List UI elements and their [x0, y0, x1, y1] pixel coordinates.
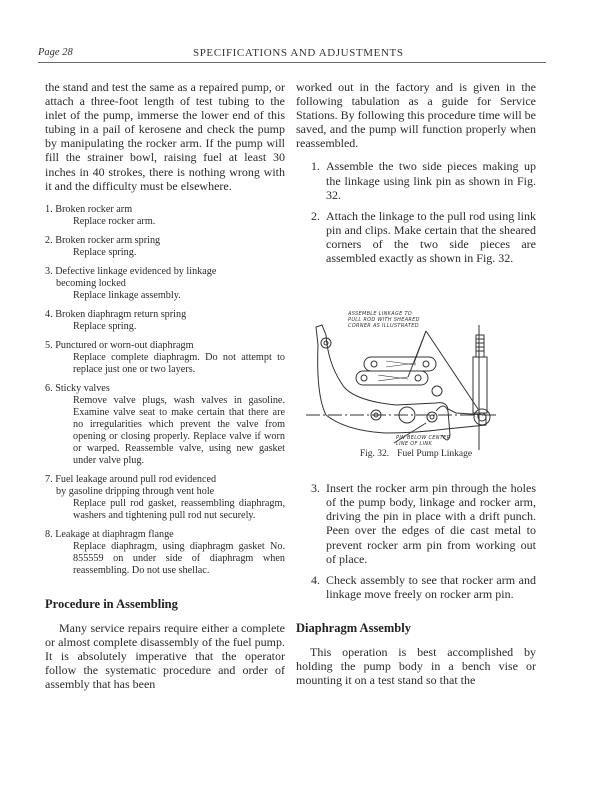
trouble-list: [45, 204, 285, 577]
trouble-remedy: Replace complete diaphragm. Do not attempt to replace just one or two layers.: [73, 351, 285, 375]
trouble-item-5: 5. Punctured or worn-out diaphragm Replace complete diaphragm. Do not attempt to replace just one or two layers.: [45, 339, 285, 375]
procedure-paragraph: Many service repairs require either a complete or almost complete disassembly of the fuel pump. It is absolutely imperative that the operator follow the systematic procedure and order of assembly that has been: [45, 620, 285, 692]
trouble-cause: Sticky valves: [55, 382, 110, 394]
trouble-cause-continued: by gasoline dripping through vent hole: [56, 485, 215, 497]
assembly-steps-continued: [296, 481, 536, 601]
trouble-remedy: Replace pull rod gasket, reassembling diaphragm, washers and tightening pull rod nut securely.: [73, 497, 285, 521]
assembly-step-4: 4. Check assembly to see that rocker arm and linkage move freely on rocker arm pin.: [311, 572, 536, 601]
figure-label: Fig. 32.: [359, 449, 390, 460]
figure-note-top-1: ASSEMBLE LINKAGE TO: [348, 311, 413, 318]
trouble-item-8: 8. Leakage at diaphragm flange Replace diaphragm, using diaphragm gasket No. 855559 on under side of diaphragm when reassembling. Do not use shellac.: [45, 528, 285, 576]
right-column: [296, 80, 536, 687]
trouble-remedy: Replace spring.: [73, 246, 137, 258]
page-header: [38, 44, 546, 63]
figure-note-bottom-1: PIN BELOW CENTER: [396, 435, 451, 442]
figure-note-top-3: CORNER AS ILLUSTRATED: [348, 323, 419, 330]
trouble-item-1: 1. Broken rocker arm Replace rocker arm.: [45, 204, 285, 228]
assembly-steps: [296, 159, 536, 265]
trouble-item-6: 6. Sticky valves Remove valve plugs, wash valves in gasoline. Examine valve seat to make certain that there are no irregularities which prevent the valve from opening or closing properly. Replace valve if worn or warped. Reassemble valve, using new gasket under valve plug.: [45, 382, 285, 466]
trouble-item-7: 7. Fuel leakage around pull rod evidenced by gasoline dripping through vent hole Replace pull rod gasket, reassembling diaphragm, washers and tightening pull rod nut securely.: [45, 473, 285, 521]
trouble-remedy: Replace linkage assembly.: [73, 289, 181, 301]
figure-caption-text: Fuel Pump Linkage: [397, 449, 473, 460]
fuel-pump-linkage-figure: [296, 305, 536, 455]
intro-paragraph: the stand and test the same as a repaired pump, or attach a three-foot length of test tubing to the inlet of the pump, immerse the lower end of this tubing in a pail of kerosene and check the pump by manipulating the rocker arm. If the pump will fill the strainer bowl, raising fuel at least 30 inches in 40 strokes, there is nothing wrong with it and the difficulty must be elsewhere.: [45, 80, 285, 193]
trouble-item-4: 4. Broken diaphragm return spring Replace spring.: [45, 309, 285, 333]
linkage-diagram-icon: [296, 305, 536, 455]
trouble-cause: Punctured or worn-out diaphragm: [55, 339, 194, 351]
diaphragm-heading: Diaphragm Assembly: [296, 620, 411, 635]
running-title: SPECIFICATIONS AND ADJUSTMENTS: [193, 47, 404, 59]
trouble-remedy: Replace rocker arm.: [73, 215, 156, 227]
assembly-step-1: 1. Assemble the two side pieces making up the linkage using link pin as shown in Fig. 32.: [311, 159, 536, 202]
trouble-cause: Broken rocker arm: [55, 203, 133, 215]
trouble-cause: Broken rocker arm spring: [55, 234, 161, 246]
continuation-paragraph: worked out in the factory and is given in the following tabulation as a guide for Service Stations. By following this procedure time will be saved, and the pump will function properly when reassembled.: [296, 80, 536, 151]
assembly-step-3: 3. Insert the rocker arm pin through the holes of the pump body, linkage and rocker arm, driving the pin in place with a drift punch. Peen over the edges of die cast metal to prevent rocker arm pin from working out of place.: [311, 481, 536, 566]
trouble-cause: Defective linkage evidenced by linkage: [55, 265, 217, 277]
trouble-item-3: 3. Defective linkage evidenced by linkage becoming locked Replace linkage assembly.: [45, 266, 285, 302]
trouble-remedy: Replace spring.: [73, 320, 137, 332]
assembly-step-2: 2. Attach the linkage to the pull rod using link pin and clips. Make certain that the sheared corners of the two side pieces are assembled exactly as shown in Fig. 32.: [311, 208, 536, 266]
diaphragm-paragraph: This operation is best accomplished by holding the pump body in a bench vise or mounting it on a test stand so that the: [296, 644, 536, 688]
trouble-cause: Leakage at diaphragm flange: [55, 528, 174, 540]
trouble-cause: Fuel leakage around pull rod evidenced: [55, 473, 217, 485]
trouble-cause: Broken diaphragm return spring: [55, 308, 187, 320]
trouble-item-2: 2. Broken rocker arm spring Replace spring.: [45, 235, 285, 259]
page-number: Page 28: [38, 47, 73, 58]
left-column: [45, 80, 285, 691]
trouble-cause-continued: becoming locked: [56, 277, 126, 289]
figure-note-bottom-2: LINE OF LINK: [396, 441, 433, 448]
figure-note-top-2: PULL ROD WITH SHEARED: [348, 317, 420, 324]
trouble-remedy: Remove valve plugs, wash valves in gasoline. Examine valve seat to make certain that there are no irregularities which prevent the valve from opening or closing properly. Replace valve if worn or warped. Reassemble valve, using new gasket under valve plug.: [73, 394, 285, 466]
procedure-heading: Procedure in Assembling: [45, 596, 178, 611]
trouble-remedy: Replace diaphragm, using diaphragm gasket No. 855559 on under side of diaphragm when reassembling. Do not use shellac.: [73, 540, 285, 576]
